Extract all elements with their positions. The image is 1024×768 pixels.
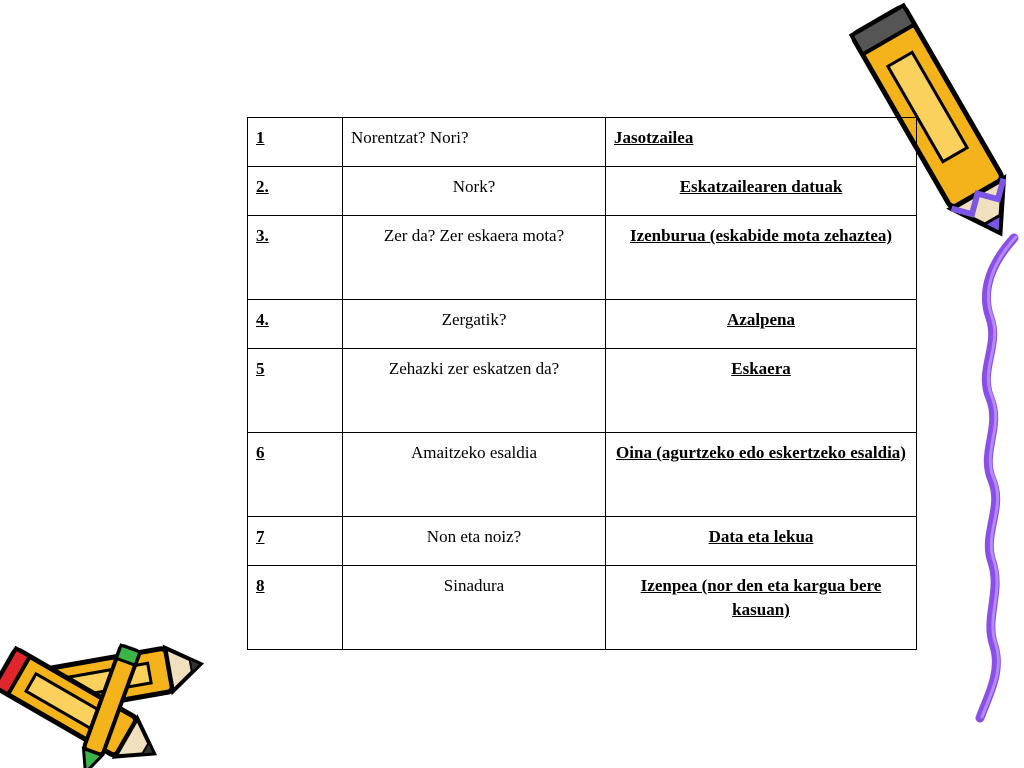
- row-number: 7: [248, 517, 343, 566]
- table-row: [248, 517, 917, 566]
- row-element: Izenpea (nor den eta kargua bere kasuan): [606, 566, 917, 650]
- table-row: [248, 566, 917, 650]
- row-element: Jasotzailea: [606, 118, 917, 167]
- row-question: Zergatik?: [343, 300, 606, 349]
- row-question: Zehazki zer eskatzen da?: [343, 349, 606, 433]
- row-number: 1: [248, 118, 343, 167]
- row-number: 2.: [248, 167, 343, 216]
- row-element: Eskaera: [606, 349, 917, 433]
- table-row: [248, 349, 917, 433]
- row-number: 4.: [248, 300, 343, 349]
- row-question: Nork?: [343, 167, 606, 216]
- table-row: [248, 433, 917, 517]
- row-question: Norentzat? Nori?: [343, 118, 606, 167]
- table-row: [248, 216, 917, 300]
- row-number: 6: [248, 433, 343, 517]
- row-element: Eskatzailearen datuak: [606, 167, 917, 216]
- row-number: 8: [248, 566, 343, 650]
- table-row: [248, 167, 917, 216]
- row-element: Oina (agurtzeko edo eskertzeko esaldia): [606, 433, 917, 517]
- row-question: Non eta noiz?: [343, 517, 606, 566]
- row-question: Zer da? Zer eskaera mota?: [343, 216, 606, 300]
- row-number: 3.: [248, 216, 343, 300]
- row-element: Izenburua (eskabide mota zehaztea): [606, 216, 917, 300]
- row-question: Amaitzeko esaldia: [343, 433, 606, 517]
- table-row: [248, 118, 917, 167]
- row-number: 5: [248, 349, 343, 433]
- row-element: Data eta lekua: [606, 517, 917, 566]
- crossed-pencils-icon: [0, 642, 204, 768]
- row-question: Sinadura: [343, 566, 606, 650]
- row-element: Azalpena: [606, 300, 917, 349]
- request-structure-table: [247, 117, 917, 650]
- table-row: [248, 300, 917, 349]
